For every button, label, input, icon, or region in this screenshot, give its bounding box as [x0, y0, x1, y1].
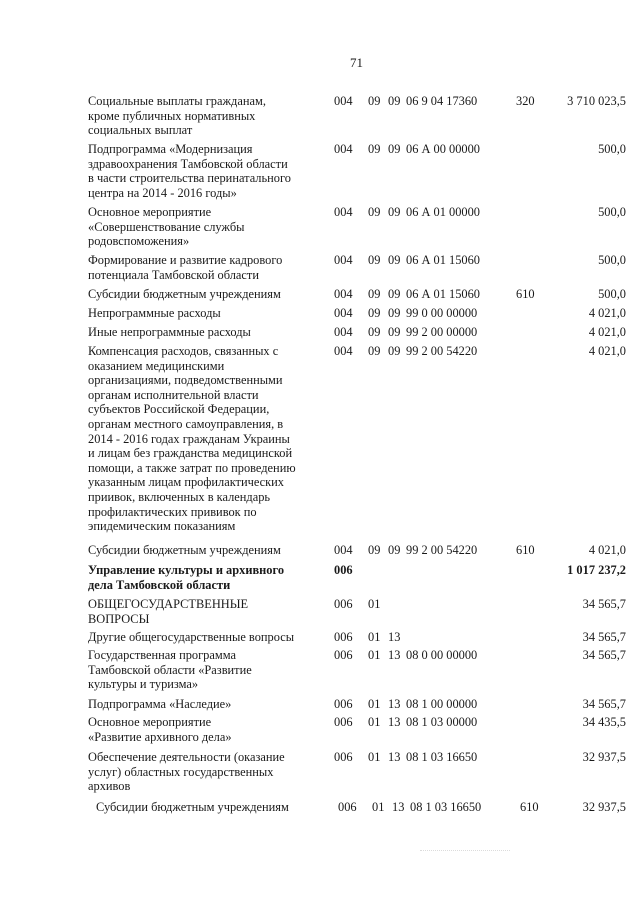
row-rz: 09	[368, 344, 381, 358]
row-sum: 32 937,5	[582, 800, 626, 814]
row-name: Субсидии бюджетным учреждениям	[88, 543, 281, 557]
row-name: Иные непрограммные расходы	[88, 325, 251, 339]
row-pr: 09	[388, 543, 401, 557]
row-pr: 09	[388, 306, 401, 320]
page-number: 71	[350, 55, 363, 70]
row-pr: 13	[388, 630, 401, 644]
row-pr: 09	[388, 205, 401, 219]
row-ved: 004	[334, 543, 353, 557]
row-sum: 34 565,7	[582, 648, 626, 662]
row-name: Управление культуры и архивного дела Тамбовской области	[88, 563, 285, 592]
row-rz: 09	[368, 543, 381, 557]
row-ved: 004	[334, 344, 353, 358]
row-name: Социальные выплаты гражданам, кроме публичных нормативных социальных выплат	[88, 94, 266, 138]
row-csr: 08 0 00 00000	[406, 648, 478, 662]
row-ved: 004	[334, 94, 353, 108]
row-csr: 06 9 04 17360	[406, 94, 478, 108]
row-rz: 09	[368, 253, 381, 267]
row-ved: 006	[334, 597, 353, 611]
row-ved: 006	[334, 648, 353, 662]
row-sum: 4 021,0	[588, 543, 626, 557]
row-csr: 08 1 00 00000	[406, 697, 478, 711]
row-sum: 500,0	[598, 253, 626, 267]
row-csr: 99 2 00 54220	[406, 344, 478, 358]
row-name: Другие общегосударственные вопросы	[88, 630, 295, 644]
row-name: Обеспечение деятельности (оказание услуг) областных государственных архивов	[88, 750, 285, 794]
row-rz: 09	[368, 94, 381, 108]
row-name: Компенсация расходов, связанных с оказанием медицинскими организациями, подведомственными органам исполнительной власти субъектов Российской Федерации, органам местного самоуправления, в 2014 - 2016 годах гражданам Украины и лицам без гражданства медицинской помощи, а также затрат по проведению указанным лицам профилактических приивок, включенных в календарь профилактических прививок по эпидемическим показаниям	[88, 344, 296, 534]
row-name: Основное мероприятие «Совершенствование службы родовспоможения»	[88, 205, 245, 249]
row-ved: 006	[334, 697, 353, 711]
row-pr: 09	[388, 344, 401, 358]
row-ved: 006	[334, 750, 353, 764]
row-rz: 09	[368, 325, 381, 339]
row-pr: 09	[388, 325, 401, 339]
row-ved: 004	[334, 253, 353, 267]
row-pr: 13	[388, 750, 401, 764]
row-ved: 006	[334, 715, 353, 729]
row-sum: 34 435,5	[582, 715, 626, 729]
row-name: Подпрограмма «Наследие»	[88, 697, 232, 711]
row-pr: 13	[388, 697, 401, 711]
row-csr: 06 А 01 15060	[406, 287, 480, 301]
row-sum: 500,0	[598, 287, 626, 301]
row-csr: 08 1 03 16650	[410, 800, 482, 814]
row-name: Основное мероприятие «Развитие архивного дела»	[88, 715, 232, 744]
row-sum: 4 021,0	[588, 306, 626, 320]
row-pr: 09	[388, 142, 401, 156]
row-rz: 09	[368, 205, 381, 219]
row-ved: 004	[334, 287, 353, 301]
row-sum: 34 565,7	[582, 630, 626, 644]
scan-artifact	[420, 850, 510, 857]
row-name: Государственная программа Тамбовской области «Развитие культуры и туризма»	[88, 648, 252, 692]
row-csr: 08 1 03 16650	[406, 750, 478, 764]
row-csr: 99 2 00 54220	[406, 543, 478, 557]
row-csr: 06 А 00 00000	[406, 142, 480, 156]
row-ved: 004	[334, 142, 353, 156]
row-pr: 09	[388, 253, 401, 267]
row-ved: 006	[338, 800, 357, 814]
row-rz: 01	[368, 597, 381, 611]
row-name: Субсидии бюджетным учреждениям	[88, 287, 281, 301]
row-rz: 01	[368, 648, 381, 662]
row-sum: 34 565,7	[582, 697, 626, 711]
row-pr: 13	[388, 648, 401, 662]
row-csr: 06 А 01 15060	[406, 253, 480, 267]
row-pr: 13	[392, 800, 405, 814]
row-vr: 610	[520, 800, 539, 814]
row-rz: 01	[368, 715, 381, 729]
row-sum: 32 937,5	[582, 750, 626, 764]
row-sum: 1 017 237,2	[567, 563, 626, 577]
row-rz: 09	[368, 306, 381, 320]
row-rz: 01	[372, 800, 385, 814]
row-vr: 320	[516, 94, 535, 108]
row-csr: 06 А 01 00000	[406, 205, 480, 219]
row-csr: 99 0 00 00000	[406, 306, 478, 320]
row-rz: 09	[368, 142, 381, 156]
row-rz: 01	[368, 750, 381, 764]
row-ved: 004	[334, 325, 353, 339]
row-rz: 01	[368, 630, 381, 644]
row-ved: 004	[334, 205, 353, 219]
row-pr: 09	[388, 287, 401, 301]
row-ved: 004	[334, 306, 353, 320]
row-ved: 006	[334, 563, 353, 577]
row-vr: 610	[516, 543, 535, 557]
row-name: Непрограммные расходы	[88, 306, 221, 320]
row-name: Подпрограмма «Модернизация здравоохранения Тамбовской области в части строительства перинатального центра на 2014 - 2016 годы»	[88, 142, 291, 200]
row-name: Субсидии бюджетным учреждениям	[96, 800, 289, 814]
row-pr: 13	[388, 715, 401, 729]
row-name: ОБЩЕГОСУДАРСТВЕННЫЕ ВОПРОСЫ	[88, 597, 249, 626]
row-rz: 01	[368, 697, 381, 711]
row-pr: 09	[388, 94, 401, 108]
row-csr: 99 2 00 00000	[406, 325, 478, 339]
row-sum: 500,0	[598, 142, 626, 156]
row-sum: 34 565,7	[582, 597, 626, 611]
row-name: Формирование и развитие кадрового потенциала Тамбовской области	[88, 253, 283, 282]
row-sum: 3 710 023,5	[567, 94, 626, 108]
row-rz: 09	[368, 287, 381, 301]
row-vr: 610	[516, 287, 535, 301]
row-sum: 4 021,0	[588, 325, 626, 339]
row-sum: 500,0	[598, 205, 626, 219]
row-csr: 08 1 03 00000	[406, 715, 478, 729]
row-sum: 4 021,0	[588, 344, 626, 358]
row-ved: 006	[334, 630, 353, 644]
